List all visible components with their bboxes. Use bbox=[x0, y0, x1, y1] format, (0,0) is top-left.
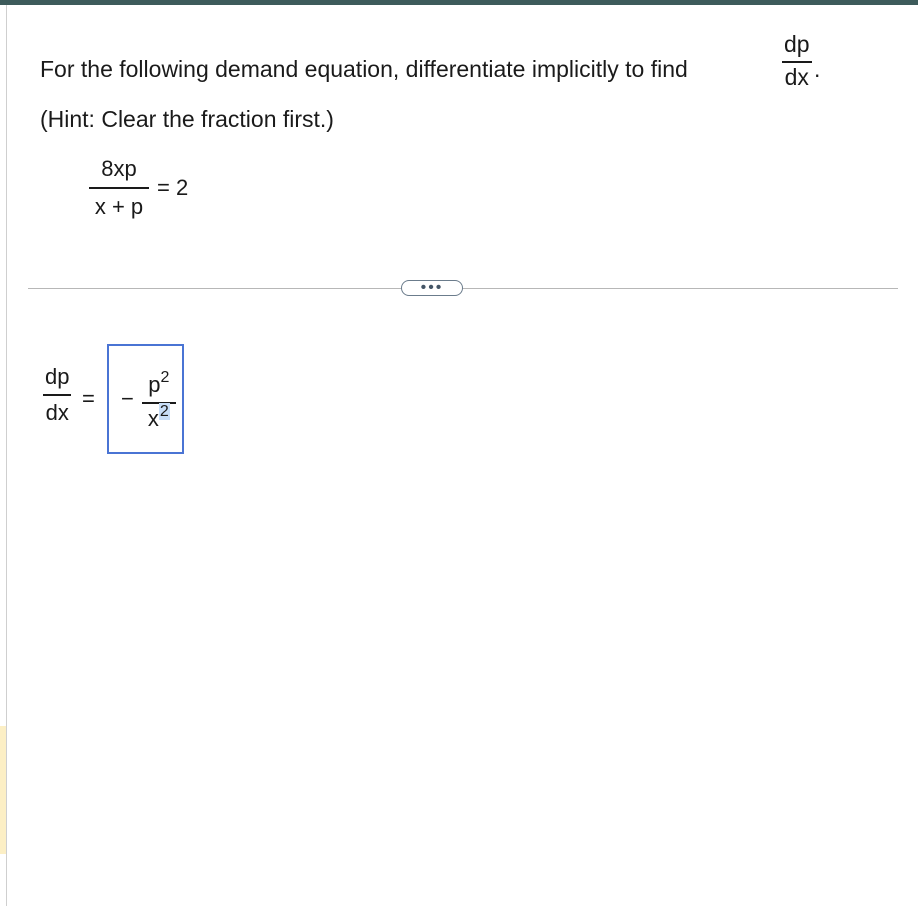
equation-denominator: x + p bbox=[94, 193, 144, 219]
demand-equation bbox=[89, 158, 188, 218]
question-target-derivative bbox=[782, 33, 812, 89]
answer-denominator[interactable] bbox=[146, 404, 172, 430]
answer-numerator-exponent[interactable]: 2 bbox=[160, 369, 170, 387]
answer-fraction[interactable] bbox=[142, 368, 176, 430]
more-options-button[interactable]: ••• bbox=[401, 280, 463, 296]
section-divider bbox=[28, 288, 898, 289]
answer-lhs-numerator: dp bbox=[45, 364, 70, 389]
equation-rhs: = 2 bbox=[157, 174, 189, 200]
answer-numerator-base[interactable]: p bbox=[148, 372, 161, 398]
target-denominator: dx bbox=[784, 63, 809, 90]
equation-numerator: 8xp bbox=[101, 156, 137, 181]
answer-derivative-label bbox=[43, 366, 71, 424]
top-bar bbox=[0, 0, 918, 5]
answer-lhs-denominator: dx bbox=[45, 399, 69, 425]
left-border bbox=[6, 5, 7, 906]
target-numerator: dp bbox=[784, 31, 810, 57]
answer-input-box[interactable] bbox=[107, 344, 184, 454]
question-prompt: For the following demand equation, differentiate implicitly to find bbox=[40, 56, 688, 82]
answer-sign[interactable]: − bbox=[121, 386, 134, 411]
left-highlight-strip bbox=[0, 726, 6, 854]
question-hint: (Hint: Clear the fraction first.) bbox=[40, 106, 334, 132]
answer-denominator-exponent[interactable]: 2 bbox=[159, 402, 169, 420]
answer-numerator[interactable] bbox=[146, 368, 171, 402]
answer-denominator-base[interactable]: x bbox=[147, 405, 159, 431]
equation-fraction bbox=[89, 158, 149, 218]
answer-equals: = bbox=[82, 386, 95, 411]
question-period: . bbox=[814, 56, 821, 82]
